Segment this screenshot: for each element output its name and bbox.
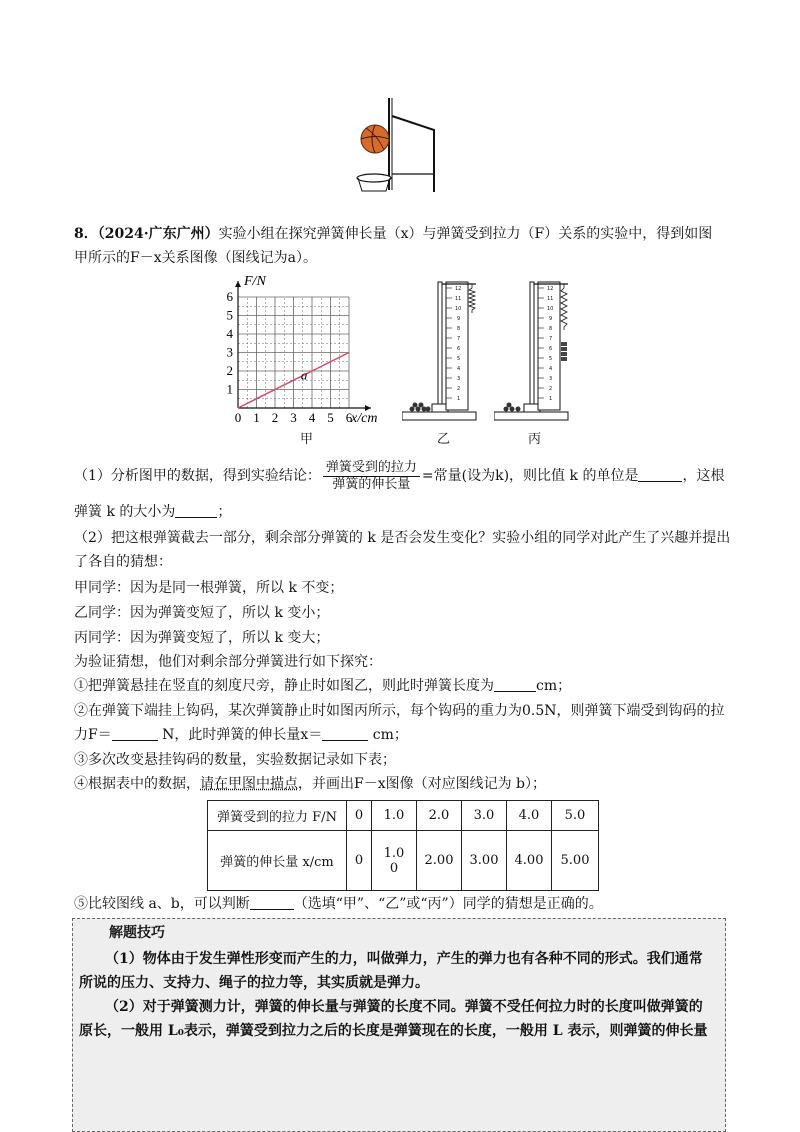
table-cell: 4.00 — [507, 831, 552, 891]
unit-blank[interactable] — [638, 467, 682, 482]
caption-jia: 甲 — [300, 432, 314, 447]
basketball-icon — [361, 125, 389, 153]
hook-weights — [561, 342, 567, 361]
step3-line: ③多次改变悬挂钩码的数量，实验数据记录如下表； — [74, 752, 396, 768]
svg-text:9: 9 — [457, 316, 461, 322]
cell-line-top: 1.0 — [383, 845, 405, 861]
hoop-pole — [392, 116, 434, 192]
caption-bing: 丙 — [528, 432, 542, 447]
y-tick-label: 6 — [226, 289, 233, 304]
force-label: 力F＝ — [74, 727, 112, 743]
table-cell: 0 — [347, 831, 372, 891]
part2-line1: （2）把这根弹簧截去一部分，剩余部分弹簧的 k 是否会发生变化？实验小组的同学对此产生了兴趣并提出 — [74, 530, 731, 546]
x-tick-label: 4 — [308, 410, 316, 424]
tips-p1-line2: 所说的压力、支持力、绳子的拉力等，其实质就是弹力。 — [79, 975, 429, 991]
fraction-denominator: 弹簧的伸长量 — [332, 476, 411, 492]
x-tick-label: 3 — [290, 410, 297, 424]
table-header-extension: 弹簧的伸长量 x/cm — [208, 831, 347, 891]
f-x-graph — [222, 272, 390, 424]
svg-text:11: 11 — [455, 296, 462, 302]
y-tick-label: 4 — [226, 326, 233, 341]
svg-text:1: 1 — [457, 396, 461, 402]
guess-jia: 甲同学：因为是同一根弹簧，所以 k 不变； — [74, 580, 344, 596]
svg-text:12: 12 — [455, 286, 462, 292]
step5-line — [74, 894, 603, 914]
x-tick-label: 1 — [253, 410, 260, 424]
step1-unit: cm； — [536, 678, 572, 694]
part1-line2 — [74, 502, 231, 522]
svg-text:6: 6 — [549, 346, 553, 352]
svg-text:3: 3 — [549, 376, 553, 382]
table-header-force: 弹簧受到的拉力 F/N — [208, 801, 347, 831]
guess-bing: 丙同学：因为弹簧变短了，所以 k 变大； — [74, 630, 330, 646]
extension-blank[interactable] — [322, 726, 368, 741]
table-row-force — [208, 801, 599, 831]
svg-text:12: 12 — [547, 286, 554, 292]
svg-text:6: 6 — [457, 346, 461, 352]
svg-text:7: 7 — [457, 336, 461, 342]
k-value-label: 弹簧 k 的大小为 — [74, 504, 176, 520]
table-cell: 5.0 — [552, 801, 599, 831]
table-cell: 2.00 — [417, 831, 462, 891]
y-axis-label: F/N — [244, 274, 266, 289]
length-blank[interactable] — [494, 677, 536, 692]
tips-p1-line1: （1）物体由于发生弹性形变而产生的力，叫做弹力，产生的弹力也有各种不同的形式。我们通常 — [105, 951, 703, 967]
cell-line-bottom: 0 — [389, 860, 399, 876]
part1-prefix: （1）分析图甲的数据，得到实验结论： — [74, 468, 321, 484]
table-cell: 3.00 — [462, 831, 507, 891]
spring — [469, 284, 475, 313]
svg-text:8: 8 — [457, 326, 461, 332]
step5-prefix: ⑤比较图线 a、b，可以判断 — [74, 896, 250, 912]
x-tick-label: 5 — [327, 410, 334, 424]
part1-tail: ，这根 — [682, 468, 725, 484]
fraction-numerator: 弹簧受到的拉力 — [323, 460, 420, 477]
table-cell: 1.0 — [372, 801, 417, 831]
step4-emphasis: 请在甲图中描点 — [200, 776, 298, 792]
svg-text:5: 5 — [457, 356, 461, 362]
tips-p2-line1: （2）对于弹簧测力计，弹簧的伸长量与弹簧的长度不同。弹簧不受任何拉力时的长度叫做弹簧的 — [105, 999, 703, 1015]
y-tick-label: 2 — [226, 363, 233, 378]
table-cell: 2.0 — [417, 801, 462, 831]
x-tick-label: 0 — [234, 410, 242, 424]
extension-unit: cm； — [372, 727, 408, 743]
force-blank[interactable] — [112, 726, 158, 741]
question-source: （2024·广东广州） — [97, 226, 219, 242]
svg-text:3: 3 — [457, 376, 461, 382]
y-axis-arrow — [235, 281, 241, 287]
k-value-blank[interactable] — [175, 503, 217, 518]
table-cell: 0 — [347, 801, 372, 831]
tips-title: 解题技巧 — [109, 925, 165, 941]
svg-text:11: 11 — [547, 296, 554, 302]
svg-text:10: 10 — [455, 306, 462, 312]
guess-yi: 乙同学：因为弹簧变短了，所以 k 变小； — [74, 605, 330, 621]
table-cell: 5.00 — [552, 831, 599, 891]
ruler-spring-figure-yi — [402, 278, 482, 424]
svg-text:10: 10 — [547, 306, 554, 312]
tips-p2-line2: 原长，一般用 L₀表示，弹簧受到拉力之后的长度是弹簧现在的长度，一般用 L 表示，则弹簧的伸长量 — [79, 1023, 708, 1039]
y-tick-label: 1 — [226, 381, 233, 397]
table-row-extension — [208, 831, 599, 891]
svg-text:5: 5 — [549, 356, 553, 362]
extension-label: N，此时弹簧的伸长量x＝ — [162, 727, 323, 743]
tips-box — [72, 918, 726, 1132]
svg-text:2: 2 — [549, 386, 553, 392]
table-cell: 3.0 — [462, 801, 507, 831]
x-axis-label: x/cm — [351, 411, 378, 424]
svg-text:2: 2 — [457, 386, 461, 392]
svg-text:4: 4 — [549, 366, 553, 372]
ruler-spring-figure-bing — [494, 278, 574, 424]
question-number: 8． — [74, 226, 98, 242]
table-cell: 4.0 — [507, 801, 552, 831]
part2-line2: 了各自的猜想： — [74, 554, 172, 570]
hoop-ring — [357, 174, 391, 182]
step5-suffix: （选填“甲”、“乙”或“丙”）同学的猜想是正确的。 — [293, 896, 603, 912]
data-table — [207, 800, 599, 891]
question-intro-line1 — [74, 224, 712, 244]
step4-line — [74, 774, 546, 794]
x-tick-label: 6 — [345, 410, 353, 424]
basketball-hoop-figure — [350, 96, 450, 192]
y-tick-label: 5 — [226, 307, 233, 323]
step2-line1: ②在弹簧下端挂上钩码，某次弹簧静止时如图丙所示，每个钩码的重力为0.5N，则弹簧下端受到钩码的拉 — [74, 703, 725, 719]
caption-yi: 乙 — [437, 432, 451, 447]
svg-text:1: 1 — [549, 396, 553, 402]
verify-line: 为验证猜想，他们对剩余部分弹簧进行如下探究： — [74, 654, 382, 670]
step4-suffix: ，并画出F－x图像（对应图线记为 b）； — [298, 776, 547, 792]
step1-text: ①把弹簧悬挂在竖直的刻度尺旁，静止时如图乙，则此时弹簧长度为 — [74, 678, 494, 694]
y-tick-label: 3 — [226, 344, 233, 360]
step2-line2 — [74, 725, 408, 745]
table-cell-wrapped — [372, 831, 417, 891]
intro-text: 实验小组在探究弹簧伸长量（x）与弹簧受到拉力（F）关系的实验中，得到如图 — [218, 226, 713, 242]
svg-text:7: 7 — [549, 336, 553, 342]
step4-prefix: ④根据表中的数据， — [74, 776, 200, 792]
x-tick-label: 2 — [271, 410, 279, 424]
series-label: a — [300, 367, 308, 383]
spring-stretched — [561, 284, 567, 330]
semicolon: ； — [217, 504, 232, 520]
step1-line — [74, 676, 571, 696]
svg-text:9: 9 — [549, 316, 553, 322]
ratio-fraction — [323, 460, 420, 493]
question-intro-line2: 甲所示的F－x关系图像（图线记为a）。 — [74, 250, 317, 266]
svg-text:4: 4 — [457, 366, 461, 372]
part1-line1 — [74, 458, 724, 494]
svg-text:8: 8 — [549, 326, 553, 332]
part1-suffix: =常量(设为k)，则比值 k 的单位是 — [421, 468, 639, 484]
student-blank[interactable] — [250, 895, 294, 910]
